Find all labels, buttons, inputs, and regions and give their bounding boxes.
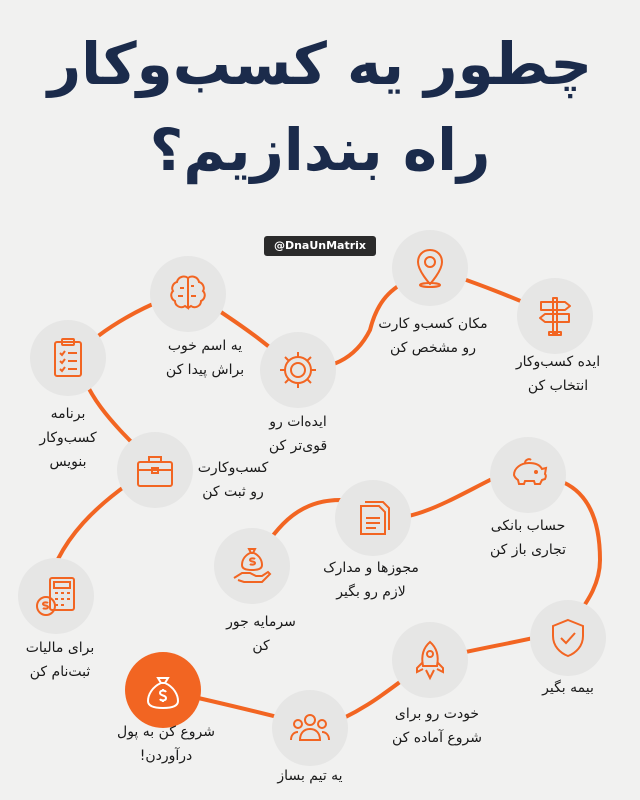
step-11-label: یه تیم بساز	[277, 768, 343, 784]
step-3-label: ایده‌ات رو قوی‌تر کن	[268, 414, 328, 454]
brain-icon	[150, 256, 226, 332]
step-10-label: خودت رو برای شروع آماده کن	[391, 706, 482, 746]
briefcase-icon	[117, 432, 193, 508]
page-title-line2: راه بندازیم؟	[149, 116, 491, 184]
step-14-label: سرمایه جور کن	[226, 614, 296, 654]
gear-icon	[260, 332, 336, 408]
step-4-label: یه اسم خوب براش پیدا کن	[165, 338, 245, 378]
step-1-label: ایده کسب‌وکار انتخاب کن	[515, 354, 601, 394]
step-12-label: شروع کن به پول درآوردن!	[117, 724, 215, 764]
team-icon	[272, 690, 348, 766]
money-bag-icon	[125, 652, 201, 728]
documents-icon	[335, 480, 411, 556]
author-handle: @DnaUnMatrix	[264, 236, 376, 256]
piggy-bank-icon	[490, 437, 566, 513]
checklist-icon	[30, 320, 106, 396]
step-9-label: بیمه بگیر	[542, 680, 594, 696]
step-13-label: برای مالیات ثبت‌نام کن	[25, 640, 95, 680]
shield-check-icon	[530, 600, 606, 676]
rocket-icon	[392, 622, 468, 698]
step-5-label: برنامه کسب‌وکار بنویس	[39, 406, 97, 470]
money-hand-icon	[214, 528, 290, 604]
tax-calculator-icon	[18, 558, 94, 634]
step-6-label: کسب‌وکارت رو ثبت کن	[197, 460, 269, 500]
location-pin-icon	[392, 230, 468, 306]
step-8-label: حساب بانکی تجاری باز کن	[489, 518, 567, 558]
step-2-label: مکان کسب‌و کارت رو مشخص کن	[378, 316, 488, 356]
page-title-line1: چطور یه کسب‌وکار	[47, 30, 593, 98]
signpost-icon	[517, 278, 593, 354]
step-7-label: مجوزها و مدارک لازم رو بگیر	[323, 560, 419, 600]
